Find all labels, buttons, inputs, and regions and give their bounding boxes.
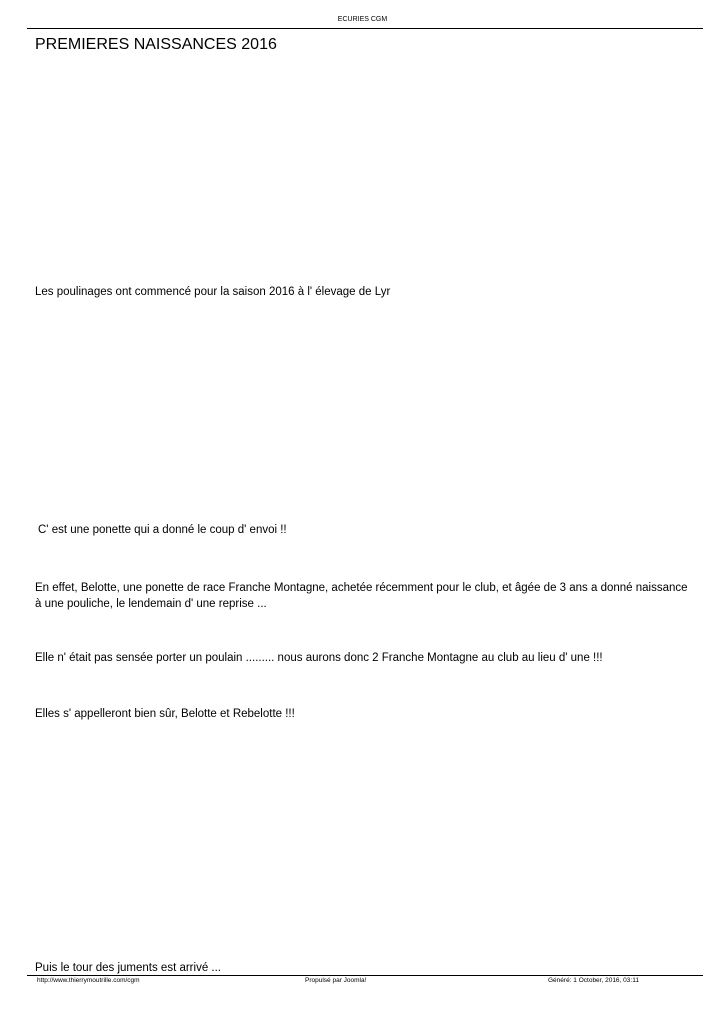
footer-powered-by: Propulsé par Joomla! xyxy=(305,977,367,984)
site-header: ECURIES CGM xyxy=(337,16,388,23)
paragraph-belotte: En effet, Belotte, une ponette de race Franche Montagne, achetée récemment pour le club, et âgée de 3 ans a donné naissance à une pouliche, le lendemain d' une reprise ... xyxy=(35,582,688,610)
paragraph-surprise: Elle n' était pas sensée porter un poulain ......... nous aurons donc 2 Franche Montagne au club au lieu d' une !!! xyxy=(35,652,603,664)
paragraph-intro: Les poulinages ont commencé pour la saison 2016 à l' élevage de Lyr xyxy=(35,286,391,298)
page-title: PREMIERES NAISSANCES 2016 xyxy=(35,36,277,53)
footer-divider xyxy=(27,975,703,976)
paragraph-mares: Puis le tour des juments est arrivé ... xyxy=(35,962,221,974)
footer-generated-date: Généré: 1 October, 2016, 03:11 xyxy=(548,977,639,984)
header-divider xyxy=(27,28,703,29)
paragraph-names: Elles s' appelleront bien sûr, Belotte et Rebelotte !!! xyxy=(35,708,295,720)
paragraph-first-foal: C' est une ponette qui a donné le coup d' envoi !! xyxy=(38,524,287,536)
footer-url-link[interactable]: http://www.thierrymoutrille.com/cgm xyxy=(37,977,140,984)
